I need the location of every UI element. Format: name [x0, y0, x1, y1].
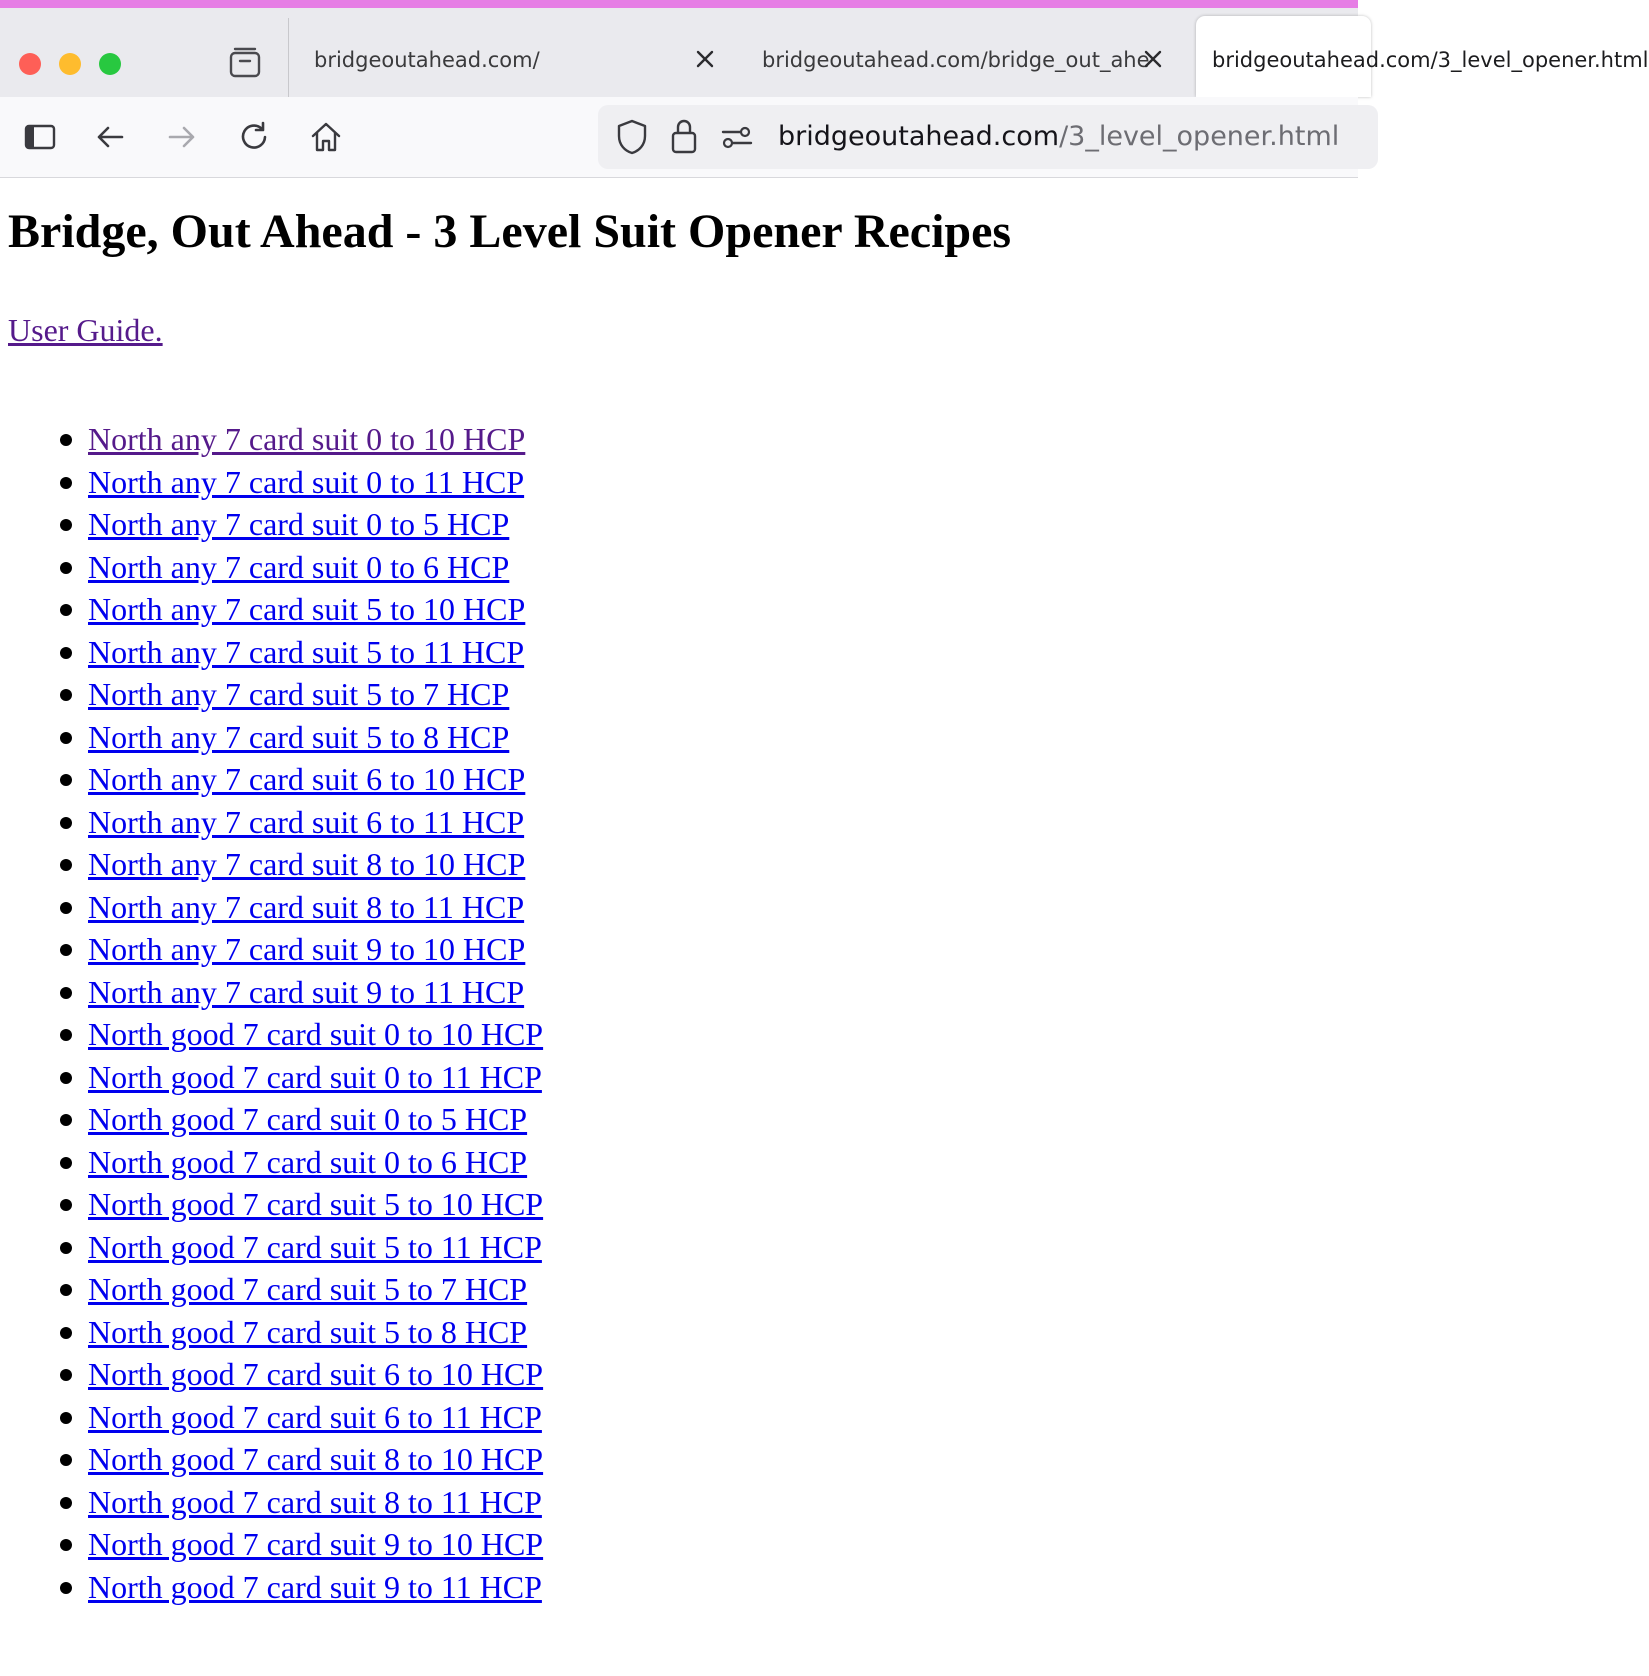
bullet-icon: [60, 1072, 72, 1084]
bullet-icon: [60, 1369, 72, 1381]
zoom-window-button[interactable]: [99, 53, 121, 75]
recipe-link[interactable]: North any 7 card suit 5 to 8 HCP: [88, 718, 510, 755]
recipe-list: [0, 418, 543, 1608]
recipe-list-item: [0, 631, 543, 674]
close-tab-icon[interactable]: [1140, 46, 1166, 72]
tab-title: bridgeoutahead.com/bridge_out_ahe: [762, 48, 1150, 72]
recipe-list-item: [0, 1056, 543, 1099]
recipe-list-item: [0, 758, 543, 801]
recipe-link[interactable]: North any 7 card suit 6 to 10 HCP: [88, 761, 526, 797]
recipe-link[interactable]: North any 7 card suit 6 to 11 HCP: [88, 803, 525, 840]
bullet-icon: [60, 774, 72, 786]
page-content: [0, 178, 1358, 1676]
bullet-icon: [60, 1582, 72, 1594]
recipe-list-item: [0, 1438, 543, 1481]
recipe-list-item: [0, 886, 543, 929]
url-host: bridgeoutahead.com: [778, 121, 1060, 152]
forward-arrow-icon[interactable]: [164, 119, 200, 155]
recipe-list-item: [0, 716, 543, 759]
recipe-list-item: [0, 928, 543, 971]
recipe-link[interactable]: North good 7 card suit 9 to 10 HCP: [88, 1526, 544, 1562]
bullet-icon: [60, 732, 72, 744]
bullet-icon: [60, 477, 72, 489]
minimize-window-button[interactable]: [59, 53, 81, 75]
page-title: Bridge, Out Ahead - 3 Level Suit Opener Recipes: [8, 205, 1012, 258]
tab-title: bridgeoutahead.com/3_level_opener.html: [1212, 48, 1649, 72]
recipe-link[interactable]: North good 7 card suit 6 to 10 HCP: [88, 1356, 544, 1392]
recipe-link[interactable]: North good 7 card suit 0 to 5 HCP: [88, 1101, 528, 1137]
bullet-icon: [60, 1412, 72, 1424]
bullet-icon: [60, 1114, 72, 1126]
recipe-list-item: [0, 1098, 543, 1141]
back-arrow-icon[interactable]: [92, 119, 128, 155]
window-accent-strip: [0, 0, 1358, 8]
recipe-list-item: [0, 1226, 543, 1269]
bullet-icon: [60, 689, 72, 701]
recipe-link[interactable]: North any 7 card suit 9 to 11 HCP: [88, 973, 525, 1010]
tab-overview-icon[interactable]: [228, 46, 262, 80]
recipe-list-item: [0, 1566, 543, 1609]
recipe-link[interactable]: North good 7 card suit 6 to 11 HCP: [88, 1398, 542, 1435]
recipe-list-item: [0, 1268, 543, 1311]
address-bar[interactable]: [598, 105, 1378, 169]
recipe-list-item: [0, 1141, 543, 1184]
recipe-link[interactable]: North good 7 card suit 8 to 10 HCP: [88, 1441, 544, 1477]
recipe-link[interactable]: North good 7 card suit 5 to 10 HCP: [88, 1186, 544, 1222]
recipe-list-item: [0, 1183, 543, 1226]
bullet-icon: [60, 1327, 72, 1339]
bullet-icon: [60, 604, 72, 616]
url-text[interactable]: [778, 121, 1339, 152]
bullet-icon: [60, 944, 72, 956]
recipe-link[interactable]: North any 7 card suit 5 to 11 HCP: [88, 633, 525, 670]
bullet-icon: [60, 1284, 72, 1296]
recipe-list-item: [0, 971, 543, 1014]
recipe-list-item: [0, 673, 543, 716]
tab-separator: [288, 18, 289, 105]
tab-3-active[interactable]: [1196, 16, 1649, 97]
recipe-list-item: [0, 1353, 543, 1396]
lock-icon[interactable]: [668, 117, 700, 155]
tracking-protection-shield-icon[interactable]: [614, 118, 650, 156]
recipe-link[interactable]: North any 7 card suit 0 to 6 HCP: [88, 548, 510, 585]
recipe-link[interactable]: North any 7 card suit 5 to 7 HCP: [88, 676, 510, 712]
bullet-icon: [60, 859, 72, 871]
bullet-icon: [60, 1157, 72, 1169]
recipe-link[interactable]: North good 7 card suit 8 to 11 HCP: [88, 1483, 542, 1520]
bullet-icon: [60, 1199, 72, 1211]
bullet-icon: [60, 1029, 72, 1041]
navigation-toolbar: [0, 97, 1358, 178]
recipe-link[interactable]: North good 7 card suit 0 to 6 HCP: [88, 1143, 528, 1180]
home-icon[interactable]: [308, 119, 344, 155]
recipe-link[interactable]: North any 7 card suit 0 to 11 HCP: [88, 463, 525, 500]
bullet-icon: [60, 562, 72, 574]
recipe-list-item: [0, 1523, 543, 1566]
recipe-list-item: [0, 546, 543, 589]
recipe-link[interactable]: North any 7 card suit 0 to 10 HCP: [88, 421, 526, 457]
recipe-link[interactable]: North good 7 card suit 0 to 10 HCP: [88, 1016, 544, 1052]
recipe-link[interactable]: North any 7 card suit 0 to 5 HCP: [88, 506, 510, 542]
bullet-icon: [60, 1242, 72, 1254]
bullet-icon: [60, 902, 72, 914]
bullet-icon: [60, 647, 72, 659]
recipe-list-item: [0, 503, 543, 546]
bullet-icon: [60, 434, 72, 446]
bullet-icon: [60, 1454, 72, 1466]
bullet-icon: [60, 987, 72, 999]
recipe-link[interactable]: North good 7 card suit 0 to 11 HCP: [88, 1058, 542, 1095]
bullet-icon: [60, 1497, 72, 1509]
bullet-icon: [60, 1539, 72, 1551]
recipe-list-item: [0, 1013, 543, 1056]
recipe-link[interactable]: North any 7 card suit 9 to 10 HCP: [88, 931, 526, 967]
recipe-list-item: [0, 461, 543, 504]
recipe-link[interactable]: North good 7 card suit 5 to 7 HCP: [88, 1271, 528, 1307]
recipe-list-item: [0, 1396, 543, 1439]
site-permissions-icon[interactable]: [720, 123, 754, 151]
tab-1[interactable]: [290, 16, 730, 97]
tab-title: bridgeoutahead.com/: [314, 48, 540, 72]
recipe-link[interactable]: North good 7 card suit 5 to 8 HCP: [88, 1313, 528, 1350]
recipe-list-item: [0, 843, 543, 886]
recipe-link[interactable]: North any 7 card suit 5 to 10 HCP: [88, 591, 526, 627]
sidebar-toggle-icon[interactable]: [22, 119, 58, 155]
close-window-button[interactable]: [19, 53, 41, 75]
recipe-list-item: [0, 1481, 543, 1524]
url-path: /3_level_opener.html: [1059, 121, 1340, 152]
recipe-link[interactable]: North good 7 card suit 5 to 11 HCP: [88, 1228, 542, 1265]
bullet-icon: [60, 817, 72, 829]
bullet-icon: [60, 519, 72, 531]
user-guide-link[interactable]: User Guide.: [8, 312, 163, 348]
recipe-link[interactable]: North any 7 card suit 8 to 10 HCP: [88, 846, 526, 882]
recipe-list-item: [0, 418, 543, 461]
recipe-list-item: [0, 588, 543, 631]
tab-strip: [0, 8, 1649, 97]
recipe-list-item: [0, 1311, 543, 1354]
reload-icon[interactable]: [236, 119, 272, 155]
tab-2[interactable]: [738, 16, 1182, 97]
recipe-list-item: [0, 801, 543, 844]
recipe-link[interactable]: North any 7 card suit 8 to 11 HCP: [88, 888, 525, 925]
close-tab-icon[interactable]: [692, 46, 718, 72]
recipe-link[interactable]: North good 7 card suit 9 to 11 HCP: [88, 1568, 542, 1605]
